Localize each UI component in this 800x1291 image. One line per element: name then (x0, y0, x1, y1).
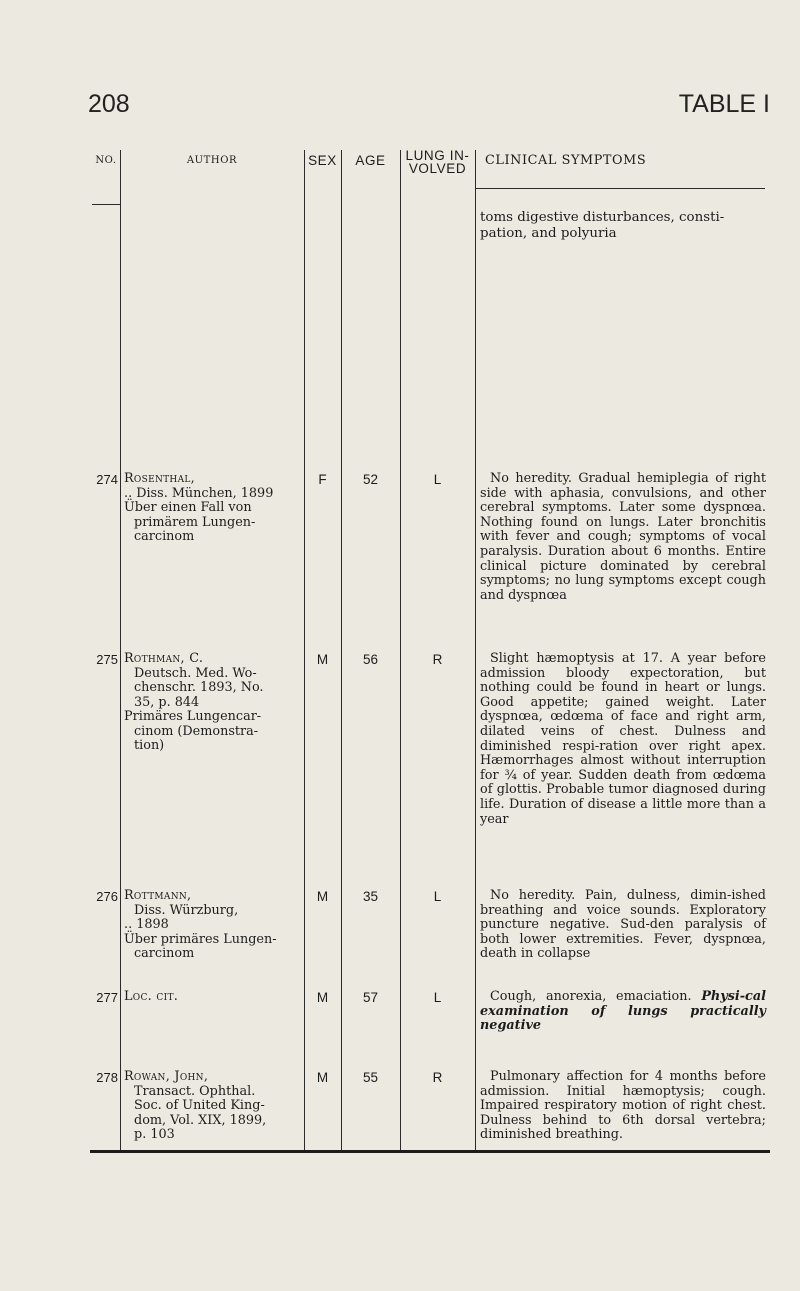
author-line: p. 103 (134, 1127, 175, 1142)
author-name: Loc. cit. (124, 989, 179, 1004)
sex-value: M (316, 990, 329, 1005)
author-cell (124, 1070, 304, 1143)
author-line: .. 1898 (124, 917, 169, 932)
symptoms-plain: Cough, anorexia, emaciation. (490, 989, 702, 1004)
author-line: carcinom (134, 529, 195, 544)
author-line: chenschr. 1893, No. (134, 680, 264, 695)
page-title: TABLE I (678, 90, 770, 118)
sex-value: F (318, 472, 327, 487)
case-number: 278 (96, 1070, 118, 1085)
case-number: 274 (96, 472, 118, 487)
symptoms-italic: Physi-cal examination of lungs practically negative (480, 989, 766, 1034)
author-line: Transact. Ophthal. (134, 1083, 256, 1099)
age-value: 57 (362, 990, 379, 1005)
symptoms-text: Pulmonary affection for 4 months before admission. Initial hæmoptysis; cough. Impaired respiratory motion of right chest. Dulness behind to 6th dorsal vertebra; diminished breathing. (480, 1069, 766, 1143)
author-line: Primäres Lungencar- (124, 709, 262, 724)
header-rule (475, 188, 765, 189)
header-rule (92, 204, 120, 205)
column-divider (475, 150, 476, 1150)
lung-value: R (432, 1070, 443, 1085)
column-header-age: AGE (355, 153, 386, 168)
case-number: 277 (96, 990, 118, 1005)
author-line: cinom (Demonstra- (134, 723, 259, 739)
author-line: Soc. of United King- (134, 1098, 265, 1113)
author-line: carcinom (134, 946, 195, 961)
author-name: Rottmann, (124, 888, 192, 903)
symptoms-text: Slight hæmoptysis at 17. A year before admission bloody expectoration, but nothing could be found in heart or lungs. Good appetite; gained weight. Later dyspnœa, œdœma of face and right arm, dilated veins of chest. Dulness and diminished respi-ration over right apex. Hæmorrhages almost without interruption for ¾ of year. Sudden death from œdœma of glottis. Probable tumor diagnosed during life. Duration of disease a little more than a year (480, 651, 766, 827)
lung-value: L (433, 990, 442, 1005)
sex-value: M (316, 652, 329, 667)
table-bottom-rule (90, 1150, 770, 1153)
sex-value: M (316, 889, 329, 904)
column-divider (120, 150, 121, 1150)
page-header (88, 90, 770, 124)
column-header-symptoms: CLINICAL SYMPTOMS (485, 153, 647, 168)
author-name: Rothman, C. (124, 651, 204, 666)
age-value: 55 (362, 1070, 379, 1085)
column-header-author: AUTHOR (186, 155, 238, 166)
author-cell (124, 652, 304, 754)
author-line: Über einen Fall von (124, 500, 252, 515)
symptoms-text (480, 990, 766, 1034)
lung-value: R (432, 652, 443, 667)
lung-value: L (433, 472, 442, 487)
author-line: tion) (134, 738, 165, 753)
age-value: 56 (362, 652, 379, 667)
sex-value: M (316, 1070, 329, 1085)
author-cell (124, 990, 304, 1005)
column-header-lung: LUNG IN-VOLVED (405, 148, 470, 176)
table (92, 150, 770, 1150)
author-line: 35, p. 844 (134, 694, 200, 710)
author-line: dom, Vol. XIX, 1899, (134, 1112, 267, 1128)
author-line: primärem Lungen- (134, 514, 256, 530)
author-line: .. Diss. München, 1899 (124, 485, 274, 501)
author-name: Rosenthal, (124, 471, 196, 486)
author-cell (124, 889, 304, 962)
symptoms-text: No heredity. Pain, dulness, dimin-ished breathing and voice sounds. Exploratory puncture negative. Sud-den paralysis of both lower extremities. Fever, dyspnœa, death in collapse (480, 888, 766, 962)
case-number: 276 (96, 889, 118, 904)
author-line: Diss. Würzburg, (134, 902, 239, 918)
column-header-sex: SEX (308, 153, 337, 168)
author-line: Deutsch. Med. Wo- (134, 665, 257, 681)
page-number: 208 (88, 90, 130, 118)
symptoms-text: No heredity. Gradual hemiplegia of right side with aphasia, convulsions, and other cerebral symptoms. Later some dyspnœa. Nothing found on lungs. Later bronchitis with fever and cough; symptoms of vocal paralysis. Duration about 6 months. Entire clinical picture dominated by cerebral symptoms; no lung symptoms except cough and dyspnœa (480, 471, 766, 603)
case-number: 275 (96, 652, 118, 667)
author-name: Rowan, John, (124, 1069, 209, 1084)
age-value: 52 (362, 472, 379, 487)
author-cell (124, 472, 304, 545)
author-line: Über primäres Lungen- (124, 931, 277, 947)
lung-value: L (433, 889, 442, 904)
column-header-no: NO. (95, 155, 117, 166)
age-value: 35 (362, 889, 379, 904)
continued-symptoms: toms digestive disturbances, consti-pation, and polyuria (480, 210, 725, 241)
